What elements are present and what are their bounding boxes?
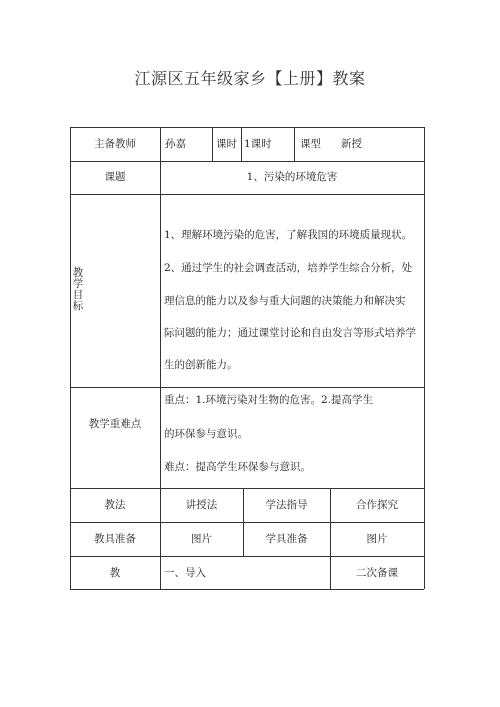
- table-border-right: [424, 127, 425, 589]
- study-guide-value: 合作探究: [356, 499, 398, 511]
- key-points-line: 的环保参与意识。: [164, 428, 248, 440]
- goal-line: 生的创新能力。: [164, 359, 238, 371]
- lesson-type-value: 新授: [341, 138, 362, 150]
- hours-value: 1课时: [244, 138, 272, 150]
- goals-label-char: 学: [72, 278, 84, 290]
- intro-step: 一、导入: [164, 567, 206, 579]
- row-divider: [70, 387, 424, 388]
- row-divider: [70, 161, 424, 162]
- goal-line: 2、通过学生的社会调查活动，培养学生综合分析，处: [164, 262, 413, 274]
- document-title: 江源区五年级家乡【上册】教案: [134, 69, 366, 88]
- table-border-bottom: [70, 589, 424, 590]
- key-points-line: 重点：1.环境污染对生物的危害。2.提高学生: [164, 394, 374, 406]
- teaching-method-label: 教法: [104, 499, 126, 511]
- column-divider: [160, 127, 161, 589]
- key-points-label: 教学重难点: [88, 418, 142, 430]
- lesson-type-label: 课型: [300, 138, 321, 150]
- row-divider: [70, 556, 424, 557]
- goals-label-char: 目: [72, 289, 84, 301]
- teaching-tools-value: 图片: [191, 533, 212, 545]
- teaching-method-value: 讲授法: [185, 499, 218, 511]
- second-preparation-label: 二次备课: [356, 567, 398, 579]
- study-guide-label: 学法指导: [265, 499, 308, 511]
- table-border-left: [70, 127, 71, 589]
- goal-line: 1、理解环境污染的危害，了解我国的环境质量现状。: [164, 229, 413, 241]
- goal-line: 理信息的能力以及参与重大问题的决策能力和解决实: [164, 295, 406, 307]
- topic-value: 1、污染的环境危害: [246, 171, 338, 183]
- hours-label: 课时: [216, 138, 237, 150]
- table-border-top: [70, 127, 424, 128]
- column-divider: [212, 127, 213, 161]
- goal-line: 际问题的能力；通过课堂讨论和自由发言等形式培养学: [164, 327, 416, 339]
- teaching-process-label: 教: [109, 567, 121, 579]
- student-tools-value: 图片: [366, 533, 388, 545]
- student-tools-label: 学具准备: [265, 533, 308, 545]
- goals-label-char: 标: [72, 300, 84, 312]
- teacher-name: 孙嘉: [165, 138, 186, 150]
- row-divider: [70, 488, 424, 489]
- column-divider: [241, 127, 242, 161]
- difficult-points-line: 难点：提高学生环保参与意识。: [164, 461, 311, 473]
- teacher-label: 主备教师: [94, 138, 136, 150]
- goals-label-char: 教: [72, 267, 84, 279]
- column-divider: [294, 127, 295, 161]
- row-divider: [70, 522, 424, 523]
- topic-label: 课题: [104, 171, 126, 183]
- goals-label: [72, 268, 84, 312]
- row-divider: [70, 194, 424, 195]
- teaching-tools-label: 教具准备: [94, 533, 136, 545]
